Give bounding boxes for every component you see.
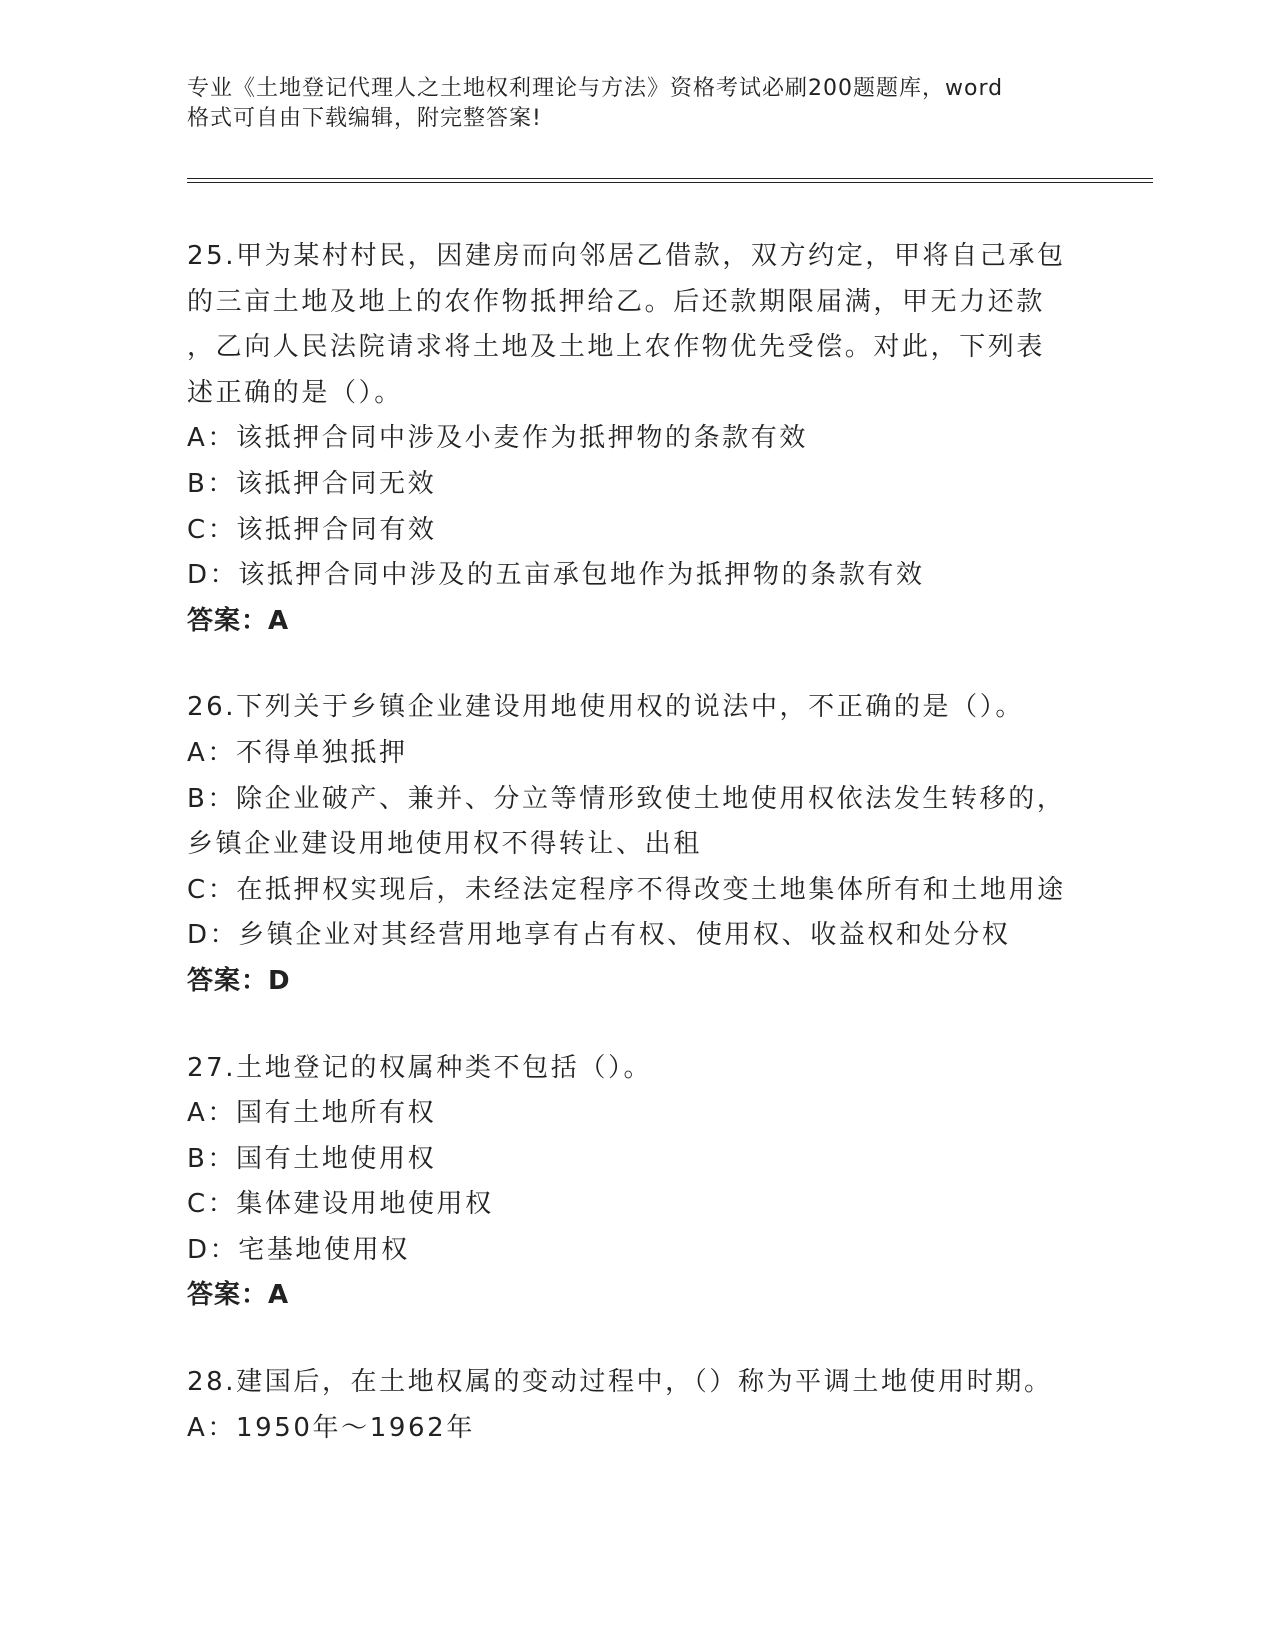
question-block (187, 234, 1087, 644)
question-block (187, 685, 1087, 1004)
option-line: A：不得单独抵押 (187, 737, 408, 768)
option-line: D：该抵押合同中涉及的五亩承包地作为抵押物的条款有效 (187, 560, 925, 591)
option-line: 乡镇企业建设用地使用权不得转让、出租 (187, 829, 702, 860)
question-block (187, 1046, 1087, 1320)
header-title-line-2: 格式可自由下载编辑，附完整答案! (187, 106, 542, 131)
option-line: A：1950年～1962年 (187, 1412, 475, 1443)
option-line: B：该抵押合同无效 (187, 468, 437, 499)
question-stem-line: ，乙向人民法院请求将土地及土地上农作物优先受偿。对此，下列表 (187, 332, 1046, 363)
option-line: A：国有土地所有权 (187, 1098, 437, 1129)
option-line: D：宅基地使用权 (187, 1234, 410, 1265)
header-divider-top (187, 178, 1153, 179)
option-line: C：集体建设用地使用权 (187, 1189, 494, 1220)
answer-line: 答案：D (187, 965, 291, 996)
question-list (187, 234, 1087, 1492)
question-stem-line: 25.甲为某村村民，因建房而向邻居乙借款，双方约定，甲将自己承包 (187, 241, 1066, 271)
question-stem-line: 27.土地登记的权属种类不包括（）。 (187, 1052, 653, 1083)
option-line: D：乡镇企业对其经营用地享有占有权、使用权、收益权和处分权 (187, 920, 1011, 951)
header-title-line-1: 专业《土地登记代理人之土地权利理论与方法》资格考试必刷200题题库，word (187, 76, 1004, 101)
question-block (187, 1360, 1087, 1451)
option-line: B：除企业破产、兼并、分立等情形致使土地使用权依法发生转移的， (187, 783, 1066, 814)
answer-line: 答案：A (187, 1280, 290, 1311)
option-line: A：该抵押合同中涉及小麦作为抵押物的条款有效 (187, 423, 808, 454)
header-divider-bottom (187, 182, 1153, 183)
option-line: B：国有土地使用权 (187, 1143, 437, 1174)
option-line: C：该抵押合同有效 (187, 514, 437, 545)
question-stem-line: 述正确的是（）。 (187, 377, 403, 408)
question-stem-line: 28.建国后，在土地权属的变动过程中，（）称为平调土地使用时期。 (187, 1367, 1053, 1398)
option-line: C：在抵押权实现后，未经法定程序不得改变土地集体所有和土地用途 (187, 874, 1066, 905)
document-header (187, 74, 1067, 134)
question-stem-line: 的三亩土地及地上的农作物抵押给乙。后还款期限届满，甲无力还款 (187, 286, 1046, 317)
question-stem-line: 26.下列关于乡镇企业建设用地使用权的说法中，不正确的是（）。 (187, 692, 1024, 723)
answer-line: 答案：A (187, 605, 290, 636)
